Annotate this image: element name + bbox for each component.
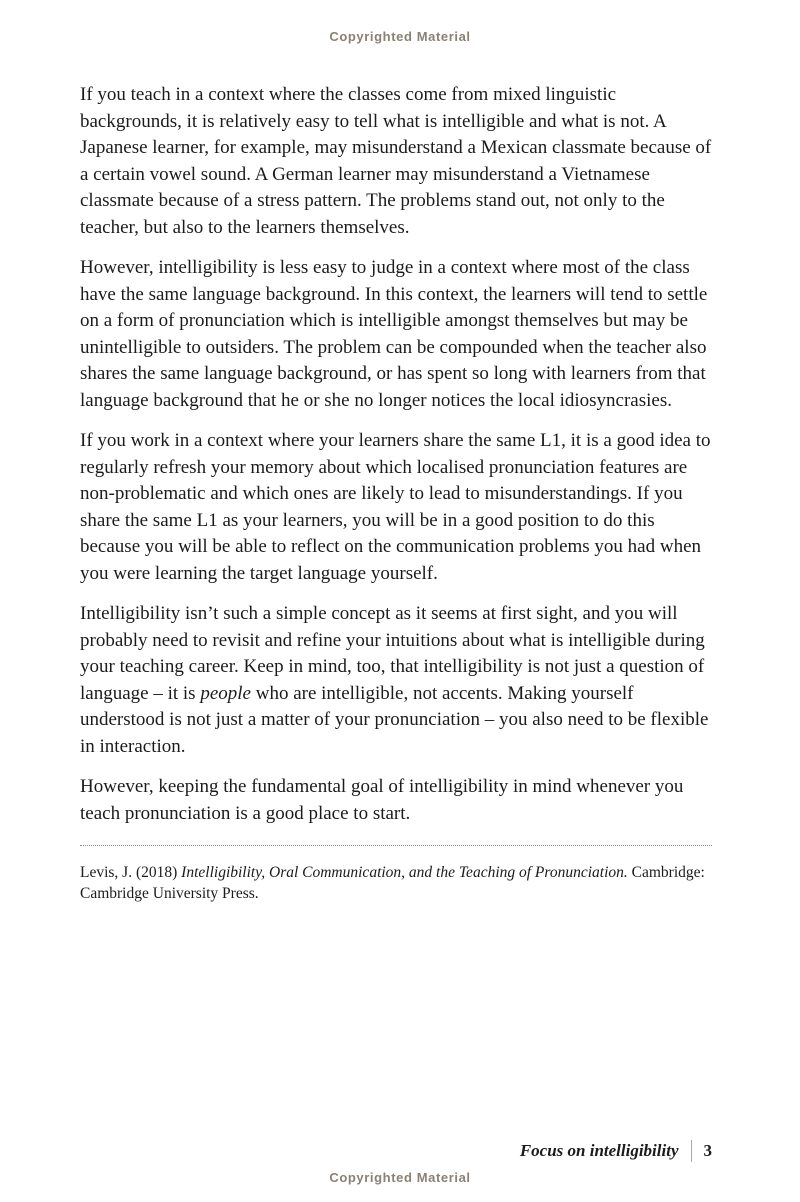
paragraph-4-text: Intelligibility isn’t such a simple concept as it seems at first sight, and you will probably need to revisit and refine your intuitions about what is intelligible during your teaching career. Keep in mind, too, that intelligibility is not just a question of language – it is — [80, 603, 705, 704]
running-title: Focus on intelligibility — [519, 1141, 679, 1160]
paragraph-4-text-continued: who are intelligible, not accents. Making yourself understood is not just a matter of your pronunciation – you also need to be flexible in interaction. — [80, 682, 709, 757]
page-number: 3 — [703, 1141, 712, 1160]
reference-citation — [80, 862, 712, 904]
paragraph-5: However, keeping the fundamental goal of intelligibility in mind whenever you teach pronunciation is a good place to start. — [80, 776, 684, 824]
footer-divider — [691, 1140, 692, 1162]
paragraph-3: If you work in a context where your learners share the same L1, it is a good idea to regularly refresh your memory about which localised pronunciation features are non-problematic and which ones are likely to lead to misunderstandings. If you share the same L1 as your learners, you will be in a good position to do this because you will be able to reflect on the communication problems you had when you were learning the target language yourself. — [80, 430, 711, 584]
paragraph-4-italic-word: people — [200, 682, 251, 704]
page-footer — [520, 1140, 712, 1162]
reference-publisher: Cambridge: Cambridge University Press. — [80, 864, 705, 902]
paragraph-4 — [80, 601, 712, 760]
page-body — [80, 82, 712, 918]
copyright-footer: Copyrighted Material — [329, 1170, 471, 1185]
dotted-divider — [80, 845, 712, 846]
copyright-header: Copyrighted Material — [329, 29, 471, 44]
paragraph-1: If you teach in a context where the classes come from mixed linguistic backgrounds, it is relatively easy to tell what is intelligible and what is not. A Japanese learner, for example, may misunderstand a Mexican classmate because of a certain vowel sound. A German learner may misunderstand a Vietnamese classmate because of a stress pattern. The problems stand out, not only to the teacher, but also to the learners themselves. — [80, 84, 712, 238]
paragraph-2: However, intelligibility is less easy to judge in a context where most of the class have the same language background. In this context, the learners will tend to settle on a form of pronunciation which is intelligible amongst themselves but may be unintelligible to outsiders. The problem can be compounded when the teacher also shares the same language background, or has spent so long with learners from that language background that he or she no longer notices the local idiosyncrasies. — [80, 257, 708, 411]
reference-book-title: Intelligibility, Oral Communication, and the Teaching of Pronunciation. — [181, 864, 628, 881]
reference-author-year: Levis, J. (2018) — [80, 864, 182, 881]
